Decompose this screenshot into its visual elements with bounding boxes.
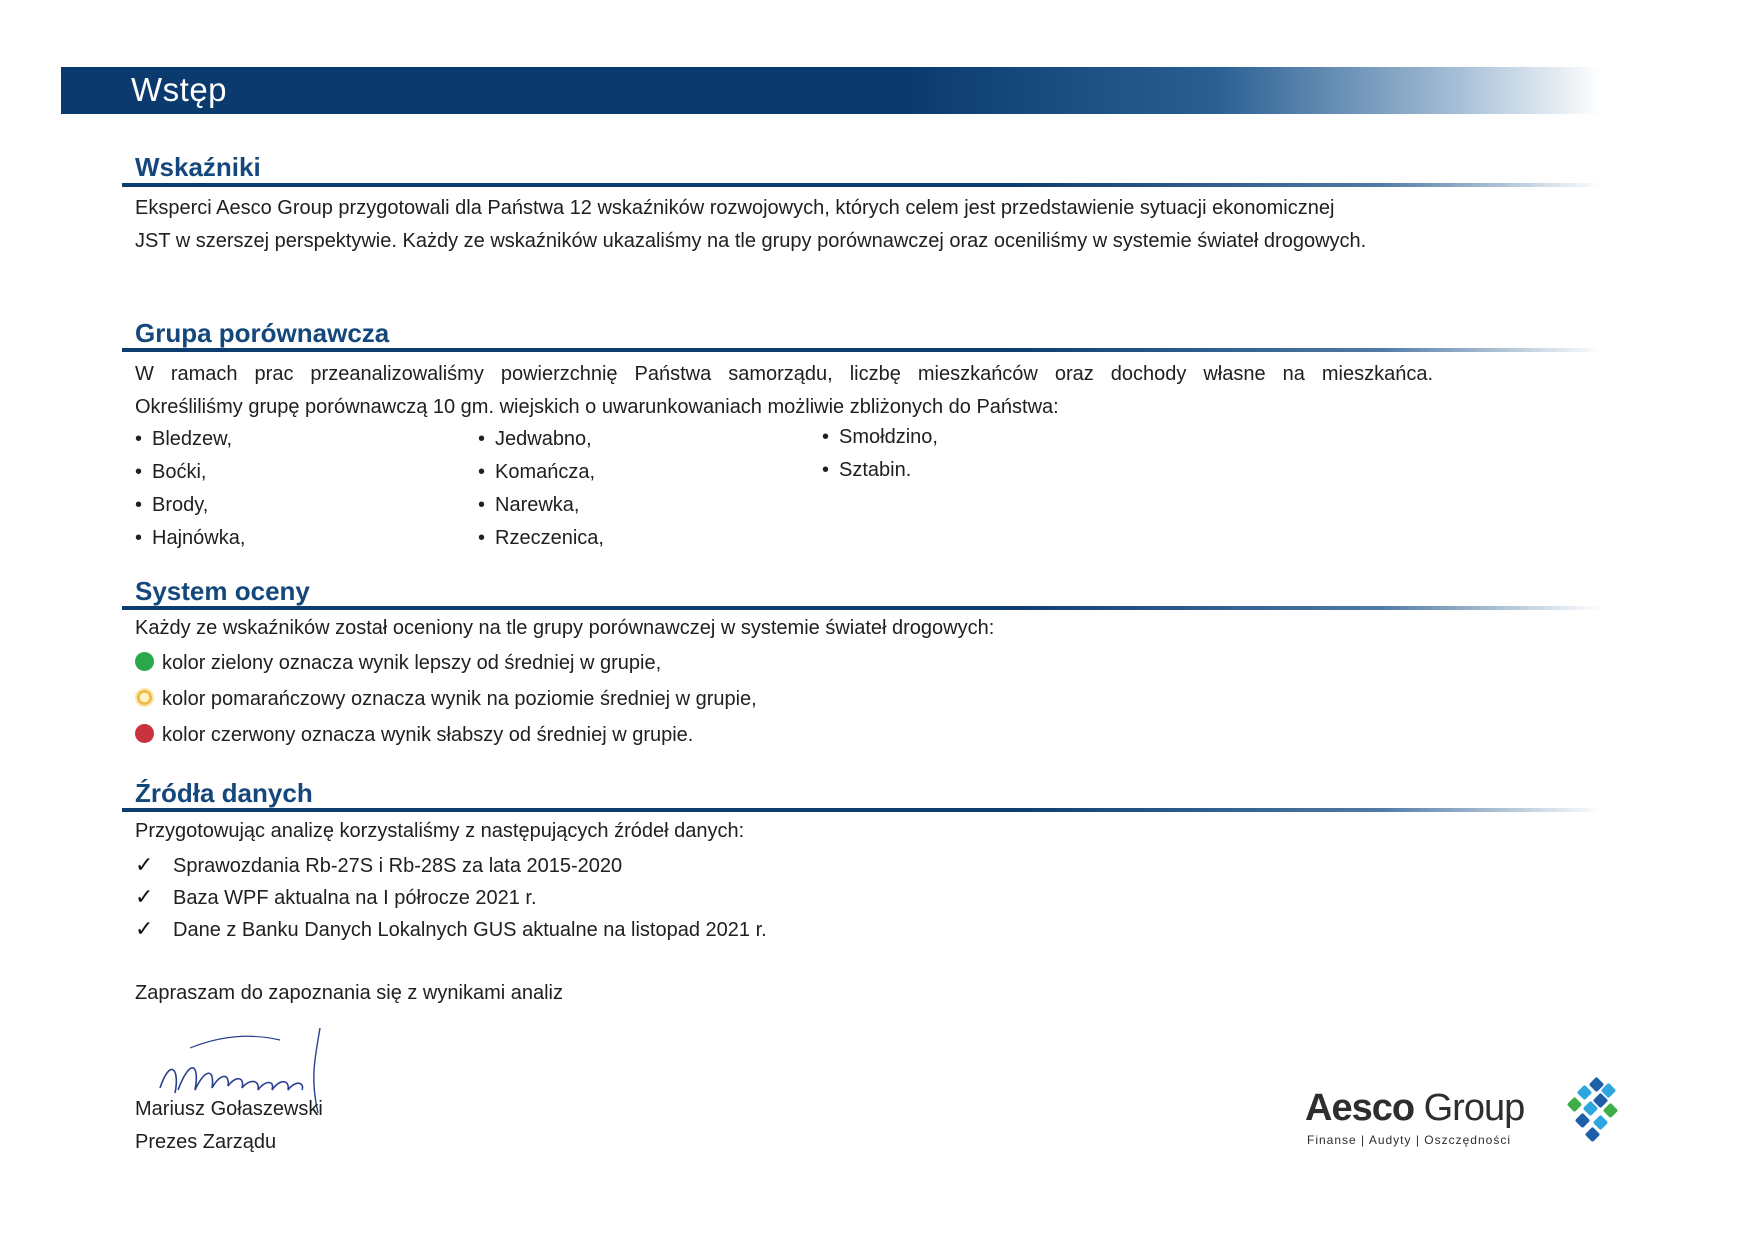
paragraph-line: Określiliśmy grupę porównawczą 10 gm. wiejskich o uwarunkowaniach możliwie zbliżonych do Państwa: — [135, 396, 1059, 418]
list-item: • Komańcza, — [478, 461, 596, 483]
logo-cube — [1593, 1115, 1609, 1131]
logo-cube — [1567, 1097, 1583, 1113]
list-item: • Bledzew, — [135, 428, 233, 450]
logo-cube — [1585, 1127, 1601, 1143]
logo-cube — [1575, 1113, 1591, 1129]
list-item: • Narewka, — [478, 494, 580, 516]
green-light-icon — [135, 652, 154, 671]
section-heading-grupa: Grupa porównawcza — [135, 318, 390, 348]
list-item: • Smołdzino, — [822, 426, 938, 448]
logo-tagline: Finanse | Audyty | Oszczędności — [1307, 1133, 1511, 1147]
checkmark-icon: ✓ — [135, 916, 154, 941]
zrodla-intro: Przygotowując analizę korzystaliśmy z następujących źródeł danych: — [135, 820, 745, 842]
red-light-icon — [135, 724, 154, 743]
source-item: ✓ Baza WPF aktualna na I półrocze 2021 r. — [135, 884, 537, 909]
section-rule — [122, 183, 1602, 187]
logo-cube — [1577, 1085, 1593, 1101]
section-heading-zrodla: Źródła danych — [135, 778, 313, 808]
list-item: • Brody, — [135, 494, 209, 516]
source-item: ✓ Sprawozdania Rb-27S i Rb-28S za lata 2015-2020 — [135, 852, 623, 877]
list-item: • Boćki, — [135, 461, 207, 483]
section-heading-wskazniki: Wskaźniki — [135, 152, 261, 182]
section-heading-system: System oceny — [135, 576, 310, 606]
legend-row-green: kolor zielony oznacza wynik lepszy od średniej w grupie, — [135, 652, 661, 675]
aesco-group-logo — [1305, 1075, 1625, 1155]
signer-title: Prezes Zarządu — [135, 1131, 277, 1153]
checkmark-icon: ✓ — [135, 852, 154, 877]
paragraph-line: JST w szerszej perspektywie. Każdy ze wskaźników ukazaliśmy na tle grupy porównawczej oraz oceniliśmy w systemie świateł drogowych. — [135, 230, 1367, 252]
grupa-paragraph — [135, 358, 1433, 424]
section-rule — [122, 348, 1602, 352]
list-item: • Rzeczenica, — [478, 527, 604, 549]
checkmark-icon: ✓ — [135, 884, 154, 909]
wskazniki-paragraph — [135, 192, 1435, 258]
logo-cube — [1603, 1103, 1619, 1119]
list-item: • Hajnówka, — [135, 527, 246, 549]
page-title: Wstęp — [131, 71, 228, 108]
title-banner — [61, 67, 1601, 114]
source-item: ✓ Dane z Banku Danych Lokalnych GUS aktualne na listopad 2021 r. — [135, 916, 767, 941]
system-intro: Każdy ze wskaźników został oceniony na tle grupy porównawczej w systemie świateł drogowych: — [135, 617, 995, 639]
closing-invite: Zapraszam do zapoznania się z wynikami analiz — [135, 982, 563, 1004]
list-item: • Jedwabno, — [478, 428, 592, 450]
paragraph-line: W ramach prac przeanalizowaliśmy powierzchnię Państwa samorządu, liczbę mieszkańców oraz dochody własne na mieszkańca. — [135, 363, 1433, 385]
orange-light-icon — [135, 688, 154, 707]
section-rule — [122, 606, 1602, 610]
legend-row-red: kolor czerwony oznacza wynik słabszy od średniej w grupie. — [135, 724, 693, 747]
legend-row-orange: kolor pomarańczowy oznacza wynik na poziomie średniej w grupie, — [135, 688, 757, 711]
paragraph-line: Eksperci Aesco Group przygotowali dla Państwa 12 wskaźników rozwojowych, których celem jest przedstawienie sytuacji ekonomicznej — [135, 197, 1335, 219]
signer-name: Mariusz Gołaszewski — [135, 1098, 323, 1120]
logo-cubes-icon — [1555, 1075, 1625, 1145]
logo-wordmark: Aesco Group — [1305, 1087, 1525, 1129]
list-item: • Sztabin. — [822, 459, 912, 481]
section-rule — [122, 808, 1602, 812]
